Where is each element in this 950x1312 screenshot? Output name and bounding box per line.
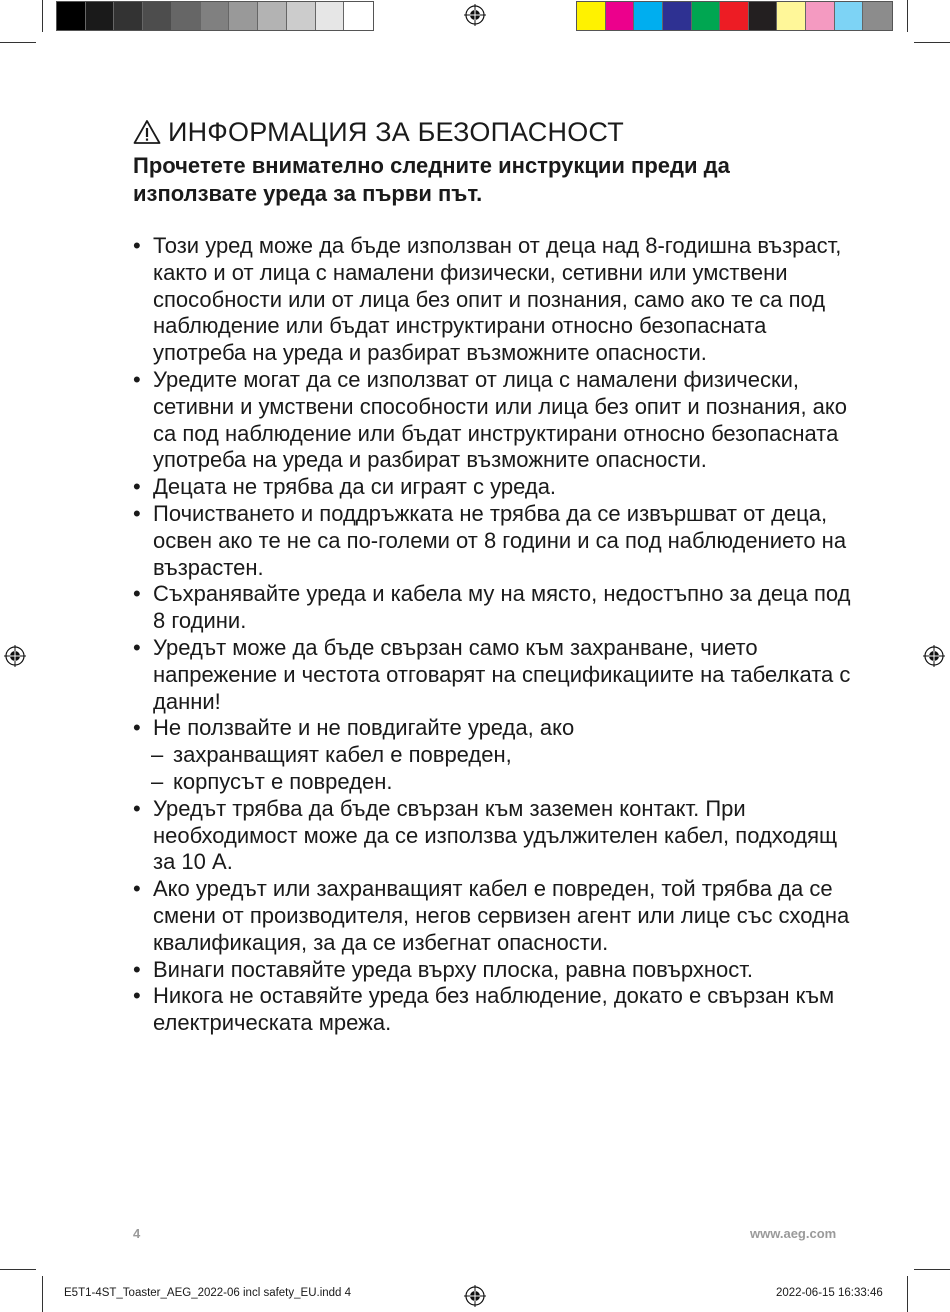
sub-list-item: – захранващият кабел е повреден,	[153, 742, 863, 769]
gray-swatch	[344, 2, 373, 30]
safety-list	[133, 233, 863, 1037]
list-item	[133, 957, 863, 984]
color-swatch	[806, 2, 835, 30]
color-swatch	[663, 2, 692, 30]
warning-triangle-icon	[133, 119, 161, 145]
list-item-text: Съхранявайте уреда и кабела му на място, недостъпно за деца под 8 години.	[153, 581, 851, 634]
list-item-text: Уредът трябва да бъде свързан към заземен контакт. При необходимост може да се използва удължителен кабел, подходящ за 10 A.	[153, 795, 838, 875]
crop-mark	[42, 0, 43, 32]
website-link: www.aeg.com	[750, 1226, 837, 1241]
color-swatch	[777, 2, 806, 30]
gray-swatch	[258, 2, 287, 30]
page-title-text: ИНФОРМАЦИЯ ЗА БЕЗОПАСНОСТ	[168, 117, 624, 147]
list-item-text: Ако уредът или захранващият кабел е повреден, той трябва да се смени от производителя, негов сервизен агент или лице със сходна квалификация, за да се избегнат опасности.	[153, 876, 850, 955]
color-swatch	[863, 2, 892, 30]
list-item	[133, 635, 863, 715]
gray-swatch	[143, 2, 172, 30]
crop-mark	[907, 0, 908, 32]
list-item	[133, 501, 863, 581]
registration-mark-icon	[4, 645, 26, 667]
list-item-text: Не ползвайте и не повдигайте уреда, ако	[153, 715, 575, 741]
list-item	[133, 796, 863, 876]
intro-text: Прочетете внимателно следните инструкции преди да използвате уреда за първи път.	[133, 153, 730, 206]
color-swatch	[606, 2, 635, 30]
list-item	[133, 581, 863, 635]
list-item	[133, 367, 863, 474]
crop-mark	[914, 1269, 950, 1270]
color-swatch	[577, 2, 606, 30]
color-swatch	[634, 2, 663, 30]
list-item-text: Почистването и поддръжката не трябва да се извършват от деца, освен ако те не са по-големи от 8 години и са под наблюдението на възрастен.	[153, 500, 847, 580]
slug-datetime: 2022-06-15 16:33:46	[776, 1287, 883, 1299]
color-swatch	[692, 2, 721, 30]
gray-swatch	[287, 2, 316, 30]
list-item-text: Този уред може да бъде използван от деца над 8-годишна възраст, както и от лица с намалени физически, сетивни или умствени способности или от лица без опит и познания, само ако те са под наблюдение или бъдат инструктирани относно безопасната употреба на уреда и разбират възможните опасности.	[153, 233, 842, 366]
registration-mark-icon	[464, 1285, 486, 1307]
crop-mark	[907, 1276, 908, 1312]
crop-mark	[42, 1276, 43, 1312]
list-item	[133, 233, 863, 367]
crop-mark	[0, 42, 36, 43]
list-item-text: Никога не оставяйте уреда без наблюдение, докато е свързан към електрическата мрежа.	[153, 983, 835, 1036]
gray-swatch	[114, 2, 143, 30]
color-swatch	[749, 2, 778, 30]
registration-mark-icon	[464, 4, 486, 26]
page-title	[133, 116, 624, 148]
sub-list-item: – корпусът е повреден.	[153, 769, 863, 796]
list-item-text: Винаги поставяйте уреда върху плоска, равна повърхност.	[153, 956, 753, 982]
list-item	[133, 983, 863, 1037]
registration-mark-icon	[923, 645, 945, 667]
list-item-text: Децата не трябва да си играят с уреда.	[153, 474, 557, 500]
crop-mark	[914, 42, 950, 43]
gray-swatch	[201, 2, 230, 30]
gray-swatch	[172, 2, 201, 30]
sub-list	[153, 742, 863, 796]
gray-swatch	[86, 2, 115, 30]
list-item	[133, 715, 863, 795]
list-item-text: Уредът може да бъде свързан само към захранване, чието напрежение и честота отговарят на спецификациите на табелката с данни!	[153, 634, 851, 714]
crop-mark	[0, 1269, 36, 1270]
list-item-text: Уредите могат да се използват от лица с намалени физически, сетивни и умствени способности или лица без опит и познания, ако са под наблюдение или бъдат инструктирани относно безопасната употреба на уреда и разбират възможните опасности.	[153, 366, 848, 473]
color-swatch	[835, 2, 864, 30]
process-color-bar	[576, 1, 893, 31]
list-item	[133, 474, 863, 501]
gray-swatch	[57, 2, 86, 30]
gray-swatch	[316, 2, 345, 30]
slug-file-name: E5T1-4ST_Toaster_AEG_2022-06 incl safety_EU.indd 4	[64, 1287, 352, 1299]
grayscale-color-bar	[56, 1, 374, 31]
list-item	[133, 876, 863, 956]
page-number: 4	[133, 1226, 141, 1241]
color-swatch	[720, 2, 749, 30]
gray-swatch	[229, 2, 258, 30]
